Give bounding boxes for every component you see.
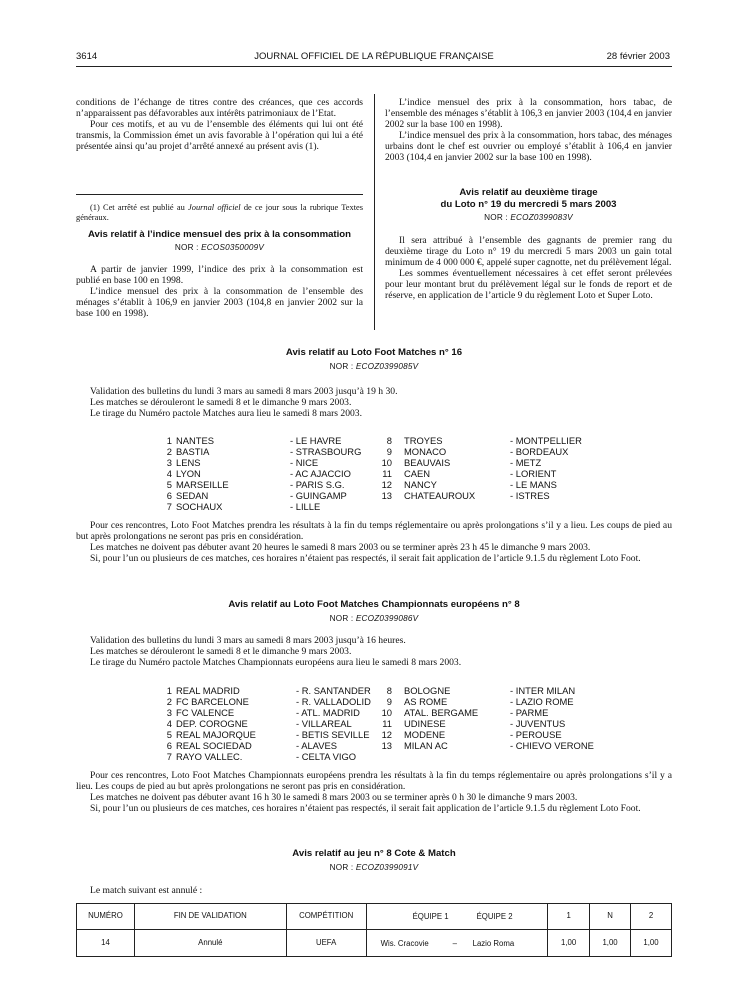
match-number: 1 bbox=[166, 685, 172, 696]
header-cote-2: 2 bbox=[631, 904, 672, 930]
issue-date: 28 février 2003 bbox=[606, 51, 670, 62]
footnote-rule bbox=[76, 194, 363, 195]
list-item bbox=[160, 457, 380, 468]
match-number: 5 bbox=[166, 479, 172, 490]
paragraph: A partir de janvier 1999, l’indice des prix à la consommation est publié en base 100 en 1998. bbox=[76, 264, 363, 286]
match-number: 2 bbox=[166, 446, 172, 457]
match-number: 6 bbox=[166, 490, 172, 501]
loto-nor: NOR : ECOZ0399083V bbox=[484, 213, 573, 222]
match-number: 8 bbox=[386, 435, 392, 446]
cell-equipe-1: Wis. Cracovie bbox=[380, 939, 429, 948]
list-item bbox=[160, 685, 380, 696]
foot8-nor: NOR : ECOZ0399086V bbox=[329, 614, 419, 623]
home-team: ATAL. BERGAME bbox=[404, 707, 479, 718]
foot16-rules: Pour ces rencontres, Loto Foot Matches prendra les résultats à la fin du temps réglementaire ou après prolongations s’il y a lieu. Les coups de pied au but après prolongations ne seront pas pris en considération. Les matches ne doivent pas débuter avant 20 heures le samedi 8 mars 2003 ou se terminer après 23 h 45 le dimanche 9 mars 2003. Si, pour l’un ou plusieurs de ces matches, ces horaires n’étaient pas respectés, il serait fait application de l’article 9.1.5 du règlement Loto Foot. bbox=[76, 520, 672, 564]
paragraph: Les sommes éventuellement nécessaires à cet effet seront prélevées pour leur montant brut du prélèvement légal sur le fonds de report et de réserve, en application de l’article 9 du règlement Loto et Super Loto. bbox=[385, 267, 672, 301]
match-number: 11 bbox=[382, 718, 392, 729]
header-equipe-1: ÉQUIPE 1 bbox=[412, 912, 449, 921]
list-item bbox=[380, 435, 600, 446]
table-row bbox=[77, 930, 672, 957]
right-column bbox=[385, 98, 672, 163]
cell-fin-validation: Annulé bbox=[134, 930, 286, 957]
match-number: 12 bbox=[381, 729, 392, 740]
table-header-row bbox=[77, 904, 672, 930]
away-team: - CELTA VIGO bbox=[296, 751, 357, 762]
away-team: - LORIENT bbox=[510, 468, 557, 479]
match-column bbox=[160, 435, 380, 512]
away-team: - NICE bbox=[290, 457, 319, 468]
list-item bbox=[380, 707, 600, 718]
cell-separator: – bbox=[452, 939, 457, 948]
home-team: MILAN AC bbox=[404, 740, 448, 751]
list-item bbox=[160, 501, 380, 512]
foot8-rules: Pour ces rencontres, Loto Foot Matches Championnats européens prendra les résultats à la fin du temps réglementaire ou après prolongations s’il y a lieu. Les coups de pied au but après prolongations ne seront pas pris en considération. Les matches ne doivent pas débuter avant 16 h 30 le samedi 8 mars 2003 ou se terminer après 0 h 30 le dimanche 9 mars 2003. Si, pour l’un ou plusieurs de ces matches, ces horaires n’étaient pas respectés, il serait fait application de l’article 9.1.5 du règlement Loto Foot. bbox=[76, 770, 672, 814]
header-cote-n: N bbox=[590, 904, 631, 930]
match-number: 8 bbox=[386, 685, 392, 696]
away-team: - LE HAVRE bbox=[290, 435, 342, 446]
home-team: RAYO VALLEC. bbox=[176, 751, 243, 762]
match-number: 7 bbox=[166, 751, 172, 762]
match-number: 10 bbox=[381, 457, 392, 468]
match-number: 4 bbox=[166, 718, 172, 729]
home-team: REAL MAJORQUE bbox=[176, 729, 256, 740]
list-item bbox=[380, 490, 600, 501]
cell-cote-1: 1,00 bbox=[548, 930, 590, 957]
match-column bbox=[160, 685, 380, 762]
match-number: 9 bbox=[386, 446, 392, 457]
match-number: 6 bbox=[166, 740, 172, 751]
list-item bbox=[380, 685, 600, 696]
list-item bbox=[380, 718, 600, 729]
cell-competition: UEFA bbox=[286, 930, 366, 957]
match-column bbox=[380, 685, 600, 751]
foot16-title: Avis relatif au Loto Foot Matches n° 16 bbox=[285, 347, 463, 358]
cote-title: Avis relatif au jeu n° 8 Cote & Match bbox=[292, 848, 456, 859]
home-team: DEP. COROGNE bbox=[176, 718, 248, 729]
match-number: 13 bbox=[381, 490, 392, 501]
away-team: - VILLAREAL bbox=[296, 718, 352, 729]
paragraph: L’indice mensuel des prix à la consommation, hors tabac, de l’ensemble des ménages s’établit à 106,3 en janvier 2003 (104,4 en janvier 2002 sur la base 100 en 1998). bbox=[385, 97, 672, 130]
match-number: 10 bbox=[381, 707, 392, 718]
foot8-intro: Validation des bulletins du lundi 3 mars au samedi 8 mars 2003 jusqu’à 16 heures. Les matches se dérouleront le samedi 8 et le dimanche 9 mars 2003. Le tirage du Numéro pactole Matches Championnats européens aura lieu le samedi 8 mars 2003. bbox=[90, 635, 462, 668]
cell-equipe-2: Lazio Roma bbox=[472, 939, 515, 948]
ipc-nor: NOR : ECOS0350009V bbox=[174, 243, 265, 252]
home-team: REAL SOCIEDAD bbox=[176, 740, 252, 751]
match-number: 3 bbox=[166, 457, 172, 468]
foot8-title: Avis relatif au Loto Foot Matches Championnats européens n° 8 bbox=[228, 599, 520, 610]
list-item bbox=[160, 468, 380, 479]
away-team: - CHIEVO VERONE bbox=[510, 740, 594, 751]
home-team: LYON bbox=[176, 468, 201, 479]
footnote: (1) Cet arrêté est publié au Journal officiel de ce jour sous la rubrique Textes généraux. bbox=[76, 203, 364, 222]
header-equipe-2: ÉQUIPE 2 bbox=[476, 912, 513, 921]
list-item bbox=[160, 479, 380, 490]
match-number: 4 bbox=[166, 468, 172, 479]
journal-title: JOURNAL OFFICIEL DE LA RÉPUBLIQUE FRANÇAISE bbox=[254, 51, 494, 62]
paragraph: L’indice mensuel des prix à la consommation de l’ensemble des ménages s’établit à 106,9 en janvier 2003 (104,8 en janvier 2002 sur la base 100 en 1998). bbox=[76, 285, 363, 319]
match-number: 3 bbox=[166, 707, 172, 718]
list-item bbox=[160, 696, 380, 707]
away-team: - R. SANTANDER bbox=[296, 685, 371, 696]
away-team: - LE MANS bbox=[510, 479, 557, 490]
home-team: MARSEILLE bbox=[176, 479, 229, 490]
list-item bbox=[160, 446, 380, 457]
away-team: - METZ bbox=[510, 457, 542, 468]
away-team: - PARME bbox=[510, 707, 549, 718]
home-team: NANTES bbox=[176, 435, 215, 446]
away-team: - STRASBOURG bbox=[290, 446, 362, 457]
home-team: BOLOGNE bbox=[404, 685, 451, 696]
match-number: 2 bbox=[166, 696, 172, 707]
header-fin-validation: FIN DE VALIDATION bbox=[134, 904, 286, 930]
cell-cote-2: 1,00 bbox=[631, 930, 672, 957]
away-team: - JUVENTUS bbox=[510, 718, 566, 729]
match-number: 7 bbox=[166, 501, 172, 512]
home-team: FC VALENCE bbox=[176, 707, 235, 718]
home-team: CAEN bbox=[404, 468, 431, 479]
away-team: - BETIS SEVILLE bbox=[296, 729, 370, 740]
away-team: - ISTRES bbox=[510, 490, 550, 501]
away-team: - R. VALLADOLID bbox=[296, 696, 371, 707]
cell-numero: 14 bbox=[77, 930, 135, 957]
home-team: BEAUVAIS bbox=[404, 457, 451, 468]
cancelled-match-table bbox=[76, 903, 672, 957]
home-team: MODENE bbox=[404, 729, 446, 740]
paragraph: Il sera attribué à l’ensemble des gagnants de premier rang du deuxième tirage du Loto n° 19 du mercredi 5 mars 2003 un gain total minimum de 4 000 000 €, appelé super cagnotte, net du prélèvement légal. bbox=[385, 235, 672, 268]
paragraph: Pour ces motifs, et au vu de l’ensemble des éléments qui lui ont été transmis, la Commission émet un avis favorable à l’opération qui lui a été présentée ainsi qu’au projet d’arrêté annexé au présent avis (1). bbox=[76, 118, 363, 152]
paragraph: L’indice mensuel des prix à la consommation, hors tabac, des ménages urbains dont le chef est ouvrier ou employé s’établit à 106,4 en janvier 2003 (104,4 en janvier 2002 sur la base 100 en 1998). bbox=[385, 129, 672, 163]
foot16-intro: Validation des bulletins du lundi 3 mars au samedi 8 mars 2003 jusqu’à 19 h 30. Les matches se dérouleront le samedi 8 et le dimanche 9 mars 2003. Le tirage du Numéro pactole Matches aura lieu le samedi 8 mars 2003. bbox=[90, 386, 398, 419]
list-item bbox=[380, 457, 600, 468]
match-number: 5 bbox=[166, 729, 172, 740]
home-team: SEDAN bbox=[176, 490, 209, 501]
cote-nor: NOR : ECOZ0399091V bbox=[329, 863, 419, 872]
header-competition: COMPÉTITION bbox=[286, 904, 366, 930]
cell-cote-n: 1,00 bbox=[590, 930, 631, 957]
list-item bbox=[380, 446, 600, 457]
header-equipes bbox=[366, 904, 548, 930]
loto-title: Avis relatif au deuxième tirage du Loto n° 19 du mercredi 5 mars 2003 bbox=[440, 187, 617, 210]
header-rule bbox=[76, 66, 672, 67]
ipc-body bbox=[76, 265, 363, 320]
away-team: - MONTPELLIER bbox=[510, 435, 582, 446]
foot16-nor: NOR : ECOZ0399085V bbox=[329, 362, 419, 371]
away-team: - AC AJACCIO bbox=[290, 468, 351, 479]
list-item bbox=[380, 740, 600, 751]
match-number: 13 bbox=[381, 740, 392, 751]
header-cote-1: 1 bbox=[548, 904, 590, 930]
list-item bbox=[160, 490, 380, 501]
match-number: 9 bbox=[386, 696, 392, 707]
match-number: 11 bbox=[382, 468, 392, 479]
away-team: - ALAVES bbox=[296, 740, 337, 751]
home-team: AS ROME bbox=[404, 696, 448, 707]
left-column bbox=[76, 98, 363, 153]
away-team: - ATL. MADRID bbox=[296, 707, 360, 718]
home-team: SOCHAUX bbox=[176, 501, 223, 512]
ipc-title: Avis relatif à l’indice mensuel des prix à la consommation bbox=[87, 229, 352, 240]
list-item bbox=[160, 435, 380, 446]
list-item bbox=[160, 751, 380, 762]
home-team: FC BARCELONE bbox=[176, 696, 249, 707]
column-divider bbox=[374, 94, 375, 330]
match-number: 12 bbox=[381, 479, 392, 490]
home-team: CHATEAUROUX bbox=[404, 490, 476, 501]
away-team: - GUINGAMP bbox=[290, 490, 347, 501]
away-team: - LILLE bbox=[290, 501, 321, 512]
list-item bbox=[160, 729, 380, 740]
list-item bbox=[380, 729, 600, 740]
list-item bbox=[160, 740, 380, 751]
home-team: MONACO bbox=[404, 446, 447, 457]
header-numero: NUMÉRO bbox=[77, 904, 135, 930]
away-team: - BORDEAUX bbox=[510, 446, 569, 457]
loto-body bbox=[385, 236, 672, 301]
list-item bbox=[380, 479, 600, 490]
list-item bbox=[380, 696, 600, 707]
footnote-emphasis: Journal officiel bbox=[188, 203, 241, 212]
cell-equipes bbox=[366, 930, 548, 957]
page-number: 3614 bbox=[76, 51, 98, 62]
home-team: REAL MADRID bbox=[176, 685, 240, 696]
list-item bbox=[160, 707, 380, 718]
home-team: LENS bbox=[176, 457, 201, 468]
away-team: - PARIS S.G. bbox=[290, 479, 345, 490]
paragraph: conditions de l’échange de titres contre des créances, que ces accords n’apparaissent pas défavorables aux intérêts patrimoniaux de l’Etat. bbox=[76, 97, 363, 119]
home-team: UDINESE bbox=[404, 718, 446, 729]
list-item bbox=[380, 468, 600, 479]
away-team: - INTER MILAN bbox=[510, 685, 576, 696]
match-column bbox=[380, 435, 600, 501]
cote-intro: Le match suivant est annulé : bbox=[90, 885, 203, 896]
match-number: 1 bbox=[166, 435, 172, 446]
home-team: NANCY bbox=[404, 479, 437, 490]
list-item bbox=[160, 718, 380, 729]
away-team: - PEROUSE bbox=[510, 729, 562, 740]
home-team: BASTIA bbox=[176, 446, 210, 457]
away-team: - LAZIO ROME bbox=[510, 696, 574, 707]
home-team: TROYES bbox=[404, 435, 443, 446]
